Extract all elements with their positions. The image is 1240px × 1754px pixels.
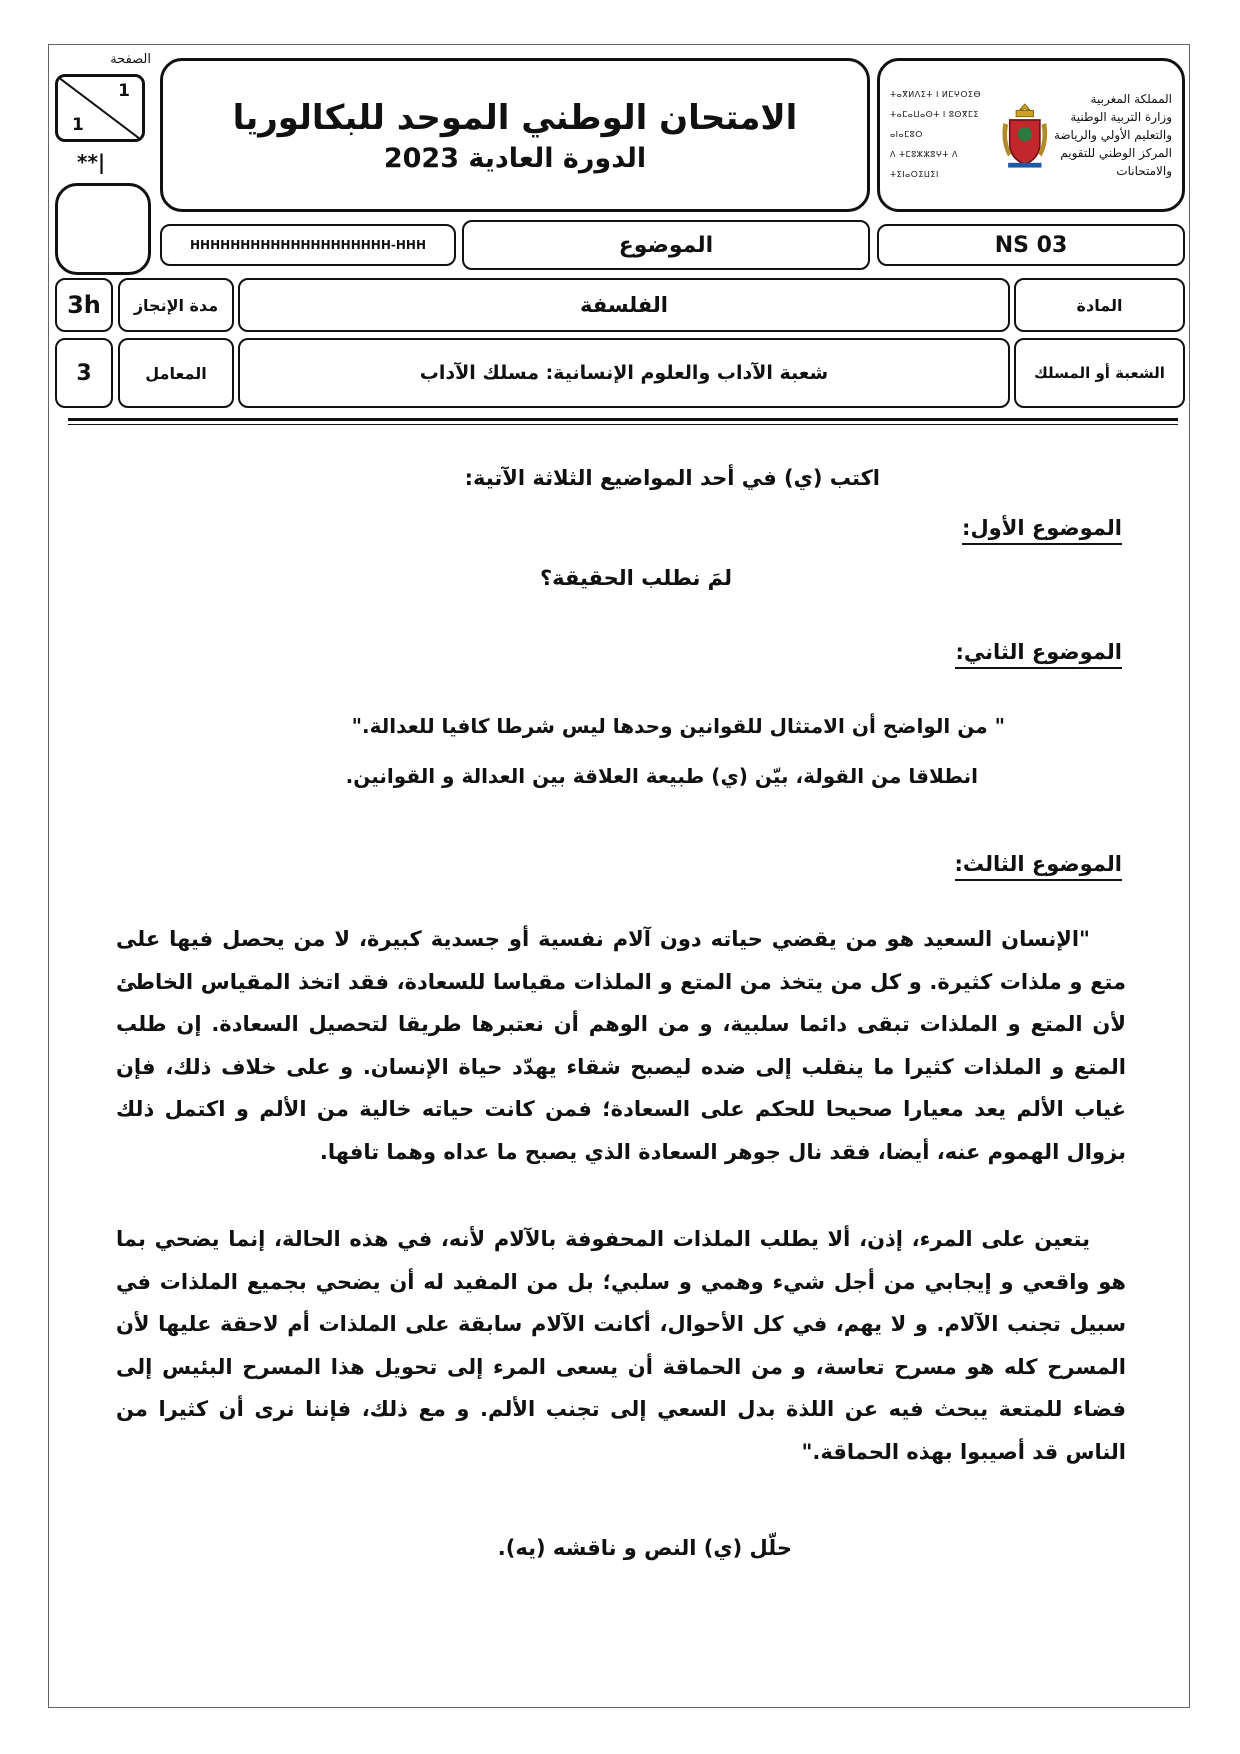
branch-value-box bbox=[238, 338, 1010, 408]
candidate-code-box bbox=[160, 224, 456, 266]
topic2-heading-wrap bbox=[955, 640, 1122, 669]
topic1-heading-wrap bbox=[962, 516, 1122, 545]
coefficient-label: المعامل bbox=[145, 363, 207, 383]
ministry-text: المملكة المغربية وزارة التربية الوطنية والتعليم الأولي والرياضة المركز الوطني للتقويم والامتحانات bbox=[1053, 92, 1172, 178]
coat-of-arms-icon bbox=[997, 90, 1053, 180]
subject-value-box bbox=[238, 278, 1010, 332]
subject-type: الموضوع bbox=[618, 232, 714, 258]
page-total: 1 bbox=[72, 115, 84, 135]
topic3-heading-wrap bbox=[955, 852, 1123, 881]
candidate-code: HHHHHHHHHHHHHHHHHHHH-HHH bbox=[190, 238, 426, 252]
coefficient-value-box bbox=[55, 338, 113, 408]
branch-value: شعبة الآداب والعلوم الإنسانية: مسلك الآداب bbox=[419, 362, 829, 384]
tifinagh-text: ⵜⴰⴳⵍⴷⵉⵜ ⵏ ⵍⵎⵖⵔⵉⴱ ⵜⴰⵎⴰⵡⴰⵙⵜ ⵏ ⵓⵙⴳⵎⵉ ⴰⵏⴰⵎⵓⵔ ⴷ ⵜⵎⵓⵣⵣⵓⵖⵜ ⴷ ⵜⵉⵏⴰⵔⵉⵡⵉⵏ bbox=[890, 90, 982, 179]
topic2-quote: " من الواضح أن الامتثال للقوانين وحدها ليس شرطا كافيا للعدالة." bbox=[351, 714, 1005, 738]
topic3-heading: الموضوع الثالث: bbox=[955, 852, 1123, 881]
topic3-paragraph-2: يتعين على المرء، إذن، ألا يطلب الملذات المحفوفة بالآلام لأنه، في هذه الحالة، إنما يضحي بما هو واقعي و إيجابي من أجل شيء وهمي و سلبي؛ بل من المفيد له أن يضحي بجميع الملذات في سبيل تجنب الآلام. و لا يهم، في كل الأحوال، أكانت الآلام سابقة على الملذات أم لاحقة عليها لأن المسرح كله هو مسرح تعاسة، و من الحماقة أن يسعى المرء إلى تحويل هذا المسرح البئيس إلى فضاء للمتعة يبحث فيه عن اللذة بدل السعي إلى تجنب الألم. و مع ذلك، فإننا نرى أن كثيرا من الناس قد أصيبوا بهذه الحماقة." bbox=[116, 1227, 1126, 1464]
ministry-logo-box bbox=[877, 58, 1185, 212]
duration-value: 3h bbox=[67, 291, 101, 319]
subject-value: الفلسفة bbox=[580, 293, 668, 317]
coefficient-value: 3 bbox=[76, 360, 92, 386]
branch-label-box bbox=[1014, 338, 1185, 408]
page-indicator bbox=[55, 52, 153, 174]
exam-code-box bbox=[877, 224, 1185, 266]
header-rule bbox=[68, 418, 1178, 421]
header-rule-thin bbox=[68, 424, 1178, 425]
exam-title-box bbox=[160, 58, 870, 212]
blank-box bbox=[55, 183, 151, 275]
duration-label-box bbox=[118, 278, 234, 332]
exam-title: الامتحان الوطني الموحد للبكالوريا bbox=[232, 97, 798, 138]
page-stars: **| bbox=[77, 150, 106, 174]
coefficient-label-box bbox=[118, 338, 234, 408]
exam-session: الدورة العادية 2023 bbox=[383, 142, 647, 174]
topic3-paragraph-1: "الإنسان السعيد هو من يقضي حياته دون آلام نفسية أو جسدية كبيرة، لا من يحصل فيها على متع و ملذات كثيرة. و كل من يتخذ من المتع و الملذات مقياسا للسعادة، فقد اتخذ المقياس الخاطئ لأن المتع و الملذات تبقى دائما سلبية، و من الوهم أن نعتبرها طريقا لتحصيل السعادة. إن طلب المتع و الملذات كثيرا ما ينقلب إلى ضده ليصبح شقاء يهدّد حياة الإنسان. و على خلاف ذلك، فإن غياب الألم يعد معيارا صحيحا للحكم على السعادة؛ فمن كانت حياته خالية من الألم و اكتمل ذلك بزوال الهموم عنه، أيضا، فقد نال جوهر السعادة الذي يصبح ما عداه وهما تافها. bbox=[116, 927, 1126, 1164]
page-label: الصفحة bbox=[110, 52, 151, 67]
topic3-task: حلّل (ي) النص و ناقشه (يه). bbox=[497, 1536, 792, 1560]
topic2-heading: الموضوع الثاني: bbox=[955, 640, 1122, 669]
subject-type-box bbox=[462, 220, 870, 270]
duration-value-box bbox=[55, 278, 113, 332]
topic1-question: لمَ نطلب الحقيقة؟ bbox=[539, 566, 732, 590]
exam-code: NS 03 bbox=[994, 232, 1068, 258]
subject-label-box bbox=[1014, 278, 1185, 332]
duration-label: مدة الإنجاز bbox=[133, 295, 219, 315]
topic1-heading: الموضوع الأول: bbox=[962, 516, 1122, 545]
page-current: 1 bbox=[118, 81, 130, 101]
topic2-task: انطلاقا من القولة، بيّن (ي) طبيعة العلاقة بين العدالة و القوانين. bbox=[345, 764, 978, 788]
subject-label: المادة bbox=[1076, 295, 1123, 315]
instruction: اكتب (ي) في أحد المواضيع الثلاثة الآتية: bbox=[464, 466, 880, 490]
page-number-box bbox=[55, 74, 145, 142]
branch-label: الشعبة أو المسلك bbox=[1034, 364, 1165, 382]
